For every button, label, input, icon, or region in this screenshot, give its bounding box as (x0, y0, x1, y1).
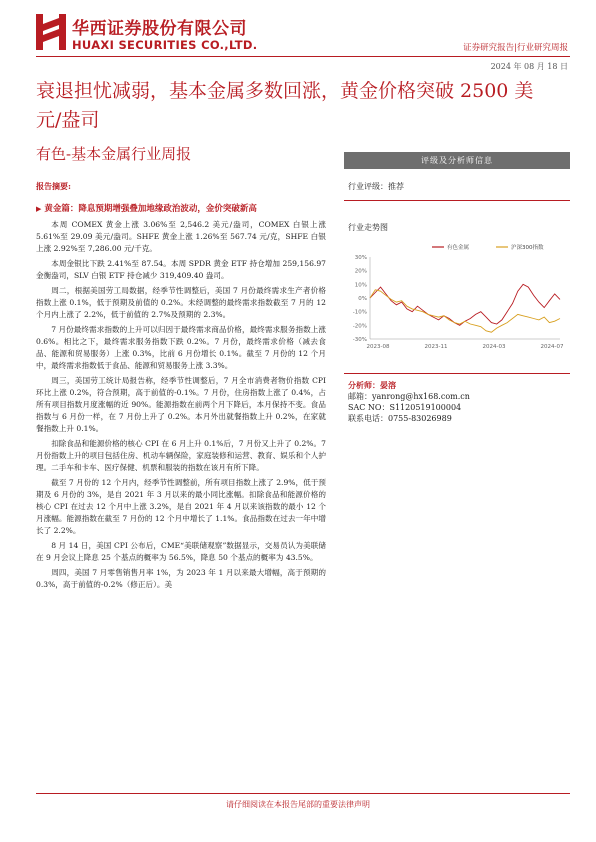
gold-section-heading (36, 202, 326, 216)
abstract-column (36, 180, 326, 591)
x-tick-label: 2023-08 (366, 344, 390, 350)
gold-section-title: 黄金篇：降息预期增强叠加地缘政治波动，金价突破新高 (44, 204, 257, 214)
report-date: 2024 年 08 月 18 日 (490, 62, 568, 71)
email-label: 邮箱： (348, 392, 372, 401)
y-tick-label: 20% (354, 268, 367, 275)
series-line-0 (370, 284, 560, 325)
abstract-heading: 报告摘要: (36, 181, 71, 191)
analyst-sidebar (344, 152, 570, 424)
paragraph: 周四，美国 7 月零售销售月率 1%，为 2023 年 1 月以来最大增幅，高于预期的 0.3%，高于前值的-0.2%（修正后）。美 (36, 568, 326, 589)
company-name-en: HUAXI SECURITIES CO.,LTD. (72, 38, 258, 52)
y-tick-label: -10% (352, 309, 367, 316)
paragraph: 本周金银比下跌 2.41%至 87.54。本周 SPDR 黄金 ETF 持仓增加 259,156.97 金衡盎司，SLV 白银 ETF 持仓减少 319,409.40 盎司。 (36, 259, 326, 280)
sidebar-heading: 评级及分析师信息 (344, 152, 570, 169)
paragraph: 8 月 14 日，美国 CPI 公布后，CME“美联储观察”数据显示，交易员认为美联储在 9 月会议上降息 25 个基点的概率为 56.5%，降息 50 个基点的概率为 43.5%。 (36, 541, 326, 562)
report-subtitle: 有色-基本金属行业周报 (36, 145, 192, 163)
header-rule (36, 56, 570, 57)
analyst-name: 晏溶 (380, 380, 396, 390)
y-tick-label: 30% (354, 255, 367, 261)
footer-disclaimer: 请仔细阅读在本报告尾部的重要法律声明 (226, 800, 370, 809)
phone-label: 联系电话： (348, 414, 388, 423)
y-tick-label: 0% (358, 296, 367, 302)
phone-number: 0755-83026989 (388, 414, 452, 423)
series-line-1 (370, 290, 560, 332)
company-name-cn: 华西证券股份有限公司 (72, 19, 247, 39)
paragraph: 截至 7 月份的 12 个月内，经季节性调整前，所有项目指数上涨了 2.9%，低于预期及 6 月份的 3%，是自 2021 年 3 月以来的最小同比涨幅。扣除食品和能源价格的核心 CPI 在过去 12 个月中上涨 3.2%，是自 2021 年 4 月以来该指数的最小 12 个月涨幅。能源指数在截至 7 月份的 12 个月中增长了 1.1%。食品指数在过去一年中增长了 2.2%。 (36, 478, 326, 535)
analyst-label: 分析师： (348, 380, 380, 390)
report-type: 证券研究报告|行业研究周报 (463, 43, 568, 53)
legend-label: 沪深300指数 (511, 245, 544, 251)
analyst-info (344, 380, 570, 424)
industry-rating (344, 181, 570, 192)
sidebar-rule (344, 200, 570, 201)
triangle-marker-icon: ▶ (36, 204, 42, 213)
trend-chart-label: 行业走势图 (348, 223, 388, 232)
rating-value: 推荐 (388, 182, 404, 191)
huaxi-logo-icon (36, 14, 66, 50)
paragraph: 本周 COMEX 黄金上涨 3.06%至 2,546.2 美元/盎司，COMEX 白银上涨 5.61%至 29.09 美元/盎司。SHFE 黄金上涨 1.26%至 567.74 元/克，SHFE 白银上涨 2.92%至 7,286.00 元/千克。 (36, 220, 326, 253)
paragraph: 扣除食品和能源价格的核心 CPI 在 6 月上升 0.1%后，7 月份又上升了 0.2%。7 月份指数上升的项目包括住房、机动车辆保险，家庭装修和运营、教育、娱乐和个人护理。二手车和卡车、医疗保健、机票和服装的指数在该月有所下降。 (36, 439, 326, 472)
sidebar-rule (344, 373, 570, 374)
y-tick-label: -30% (352, 337, 367, 343)
analyst-email-link[interactable]: yanrong@hx168.com.cn (372, 392, 470, 401)
x-tick-label: 2023-11 (424, 344, 448, 350)
y-tick-label: -20% (352, 323, 367, 330)
x-tick-label: 2024-07 (540, 344, 564, 350)
rating-label: 行业评级： (348, 182, 388, 191)
paragraph: 7 月份最终需求指数的上升可以归因于最终需求商品价格，最终需求服务指数上涨 0.6%。相比之下，最终需求服务指数下跌 0.2%。7 月份，最终需求价格（减去食品、能源和贸易服务）上涨 0.3%，比前 6 月份增长 0.1%。截至 7 月份的 12 个月中，最终需求指数低于食品、能源和贸易服务上涨 3.3%。 (36, 325, 326, 370)
x-tick-label: 2024-03 (482, 344, 506, 350)
trend-chart (344, 239, 570, 357)
y-tick-label: 10% (354, 282, 367, 289)
legend-label: 有色金属 (447, 245, 470, 251)
report-title: 衰退担忧减弱，基本金属多数回涨，黄金价格突破 2500 美元/盎司 (36, 80, 534, 131)
sac-number: S1120519100004 (389, 403, 462, 412)
paragraph: 周二，根据美国劳工局数据，经季节性调整后，美国 7 月份最终需求生产者价格指数上涨 0.1%，低于预期及前值的 0.2%。未经调整的最终需求指数截至 7 月的 12 个月内上涨了 2.2%，低于前值的 2.7%及预期的 2.3%。 (36, 286, 326, 319)
paragraph: 周三，美国劳工统计局报告称，经季节性调整后，7 月全市消费者物价指数 CPI 环比上涨 0.2%，符合预期，高于前值的-0.1%。7 月份，住房指数上涨了 0.4%，占所有项目指数月度涨幅的近 90%。能源指数在前两个月下降后，本月保持不变。食品指数与 6 月份一样，在 7 月份上升了 0.2%。本月外出就餐指数上升 0.2%，在家就餐指数上升 0.1%。 (36, 376, 326, 433)
sac-label: SAC NO： (348, 403, 390, 412)
footer-rule (36, 793, 570, 794)
trend-chart-svg (344, 239, 570, 357)
